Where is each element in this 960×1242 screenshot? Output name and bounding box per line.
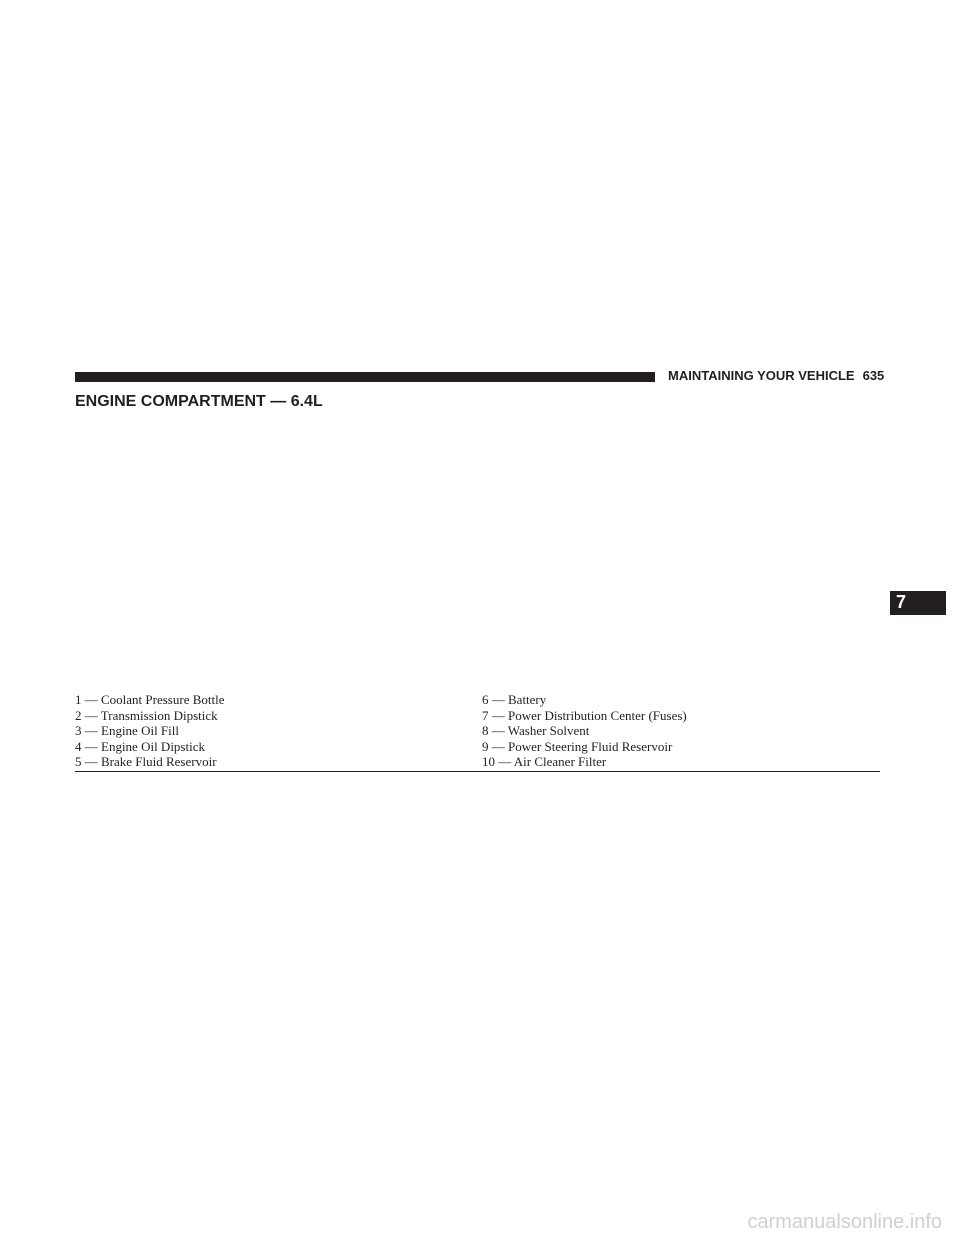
legend-item: 8 — Washer Solvent (482, 723, 590, 738)
figure-legend (75, 692, 880, 770)
legend-rule (75, 771, 880, 772)
watermark: carmanualsonline.info (747, 1211, 942, 1233)
legend-item: 4 — Engine Oil Dipstick (75, 738, 205, 754)
legend-row (75, 754, 880, 770)
legend-item: 5 — Brake Fluid Reservoir (75, 754, 217, 769)
legend-item: 3 — Engine Oil Fill (75, 723, 179, 738)
legend-item: 2 — Transmission Dipstick (75, 707, 218, 723)
legend-item: 6 — Battery (482, 692, 547, 707)
page-title: ENGINE COMPARTMENT — 6.4L (75, 393, 323, 410)
legend-item: 9 — Power Steering Fluid Reservoir (482, 738, 673, 754)
header-rule (75, 372, 655, 382)
legend-row (75, 692, 880, 708)
legend-row (75, 708, 880, 724)
legend-item: 10 — Air Cleaner Filter (482, 754, 607, 769)
chapter-tab (890, 591, 946, 615)
chapter-number: 7 (896, 592, 907, 612)
running-header (668, 368, 884, 383)
legend-item: 1 — Coolant Pressure Bottle (75, 692, 225, 707)
page-number: 635 (862, 368, 885, 383)
legend-row (75, 723, 880, 739)
legend-item: 7 — Power Distribution Center (Fuses) (482, 707, 687, 723)
header-section-title: MAINTAINING YOUR VEHICLE (668, 368, 855, 383)
legend-row (75, 739, 880, 755)
